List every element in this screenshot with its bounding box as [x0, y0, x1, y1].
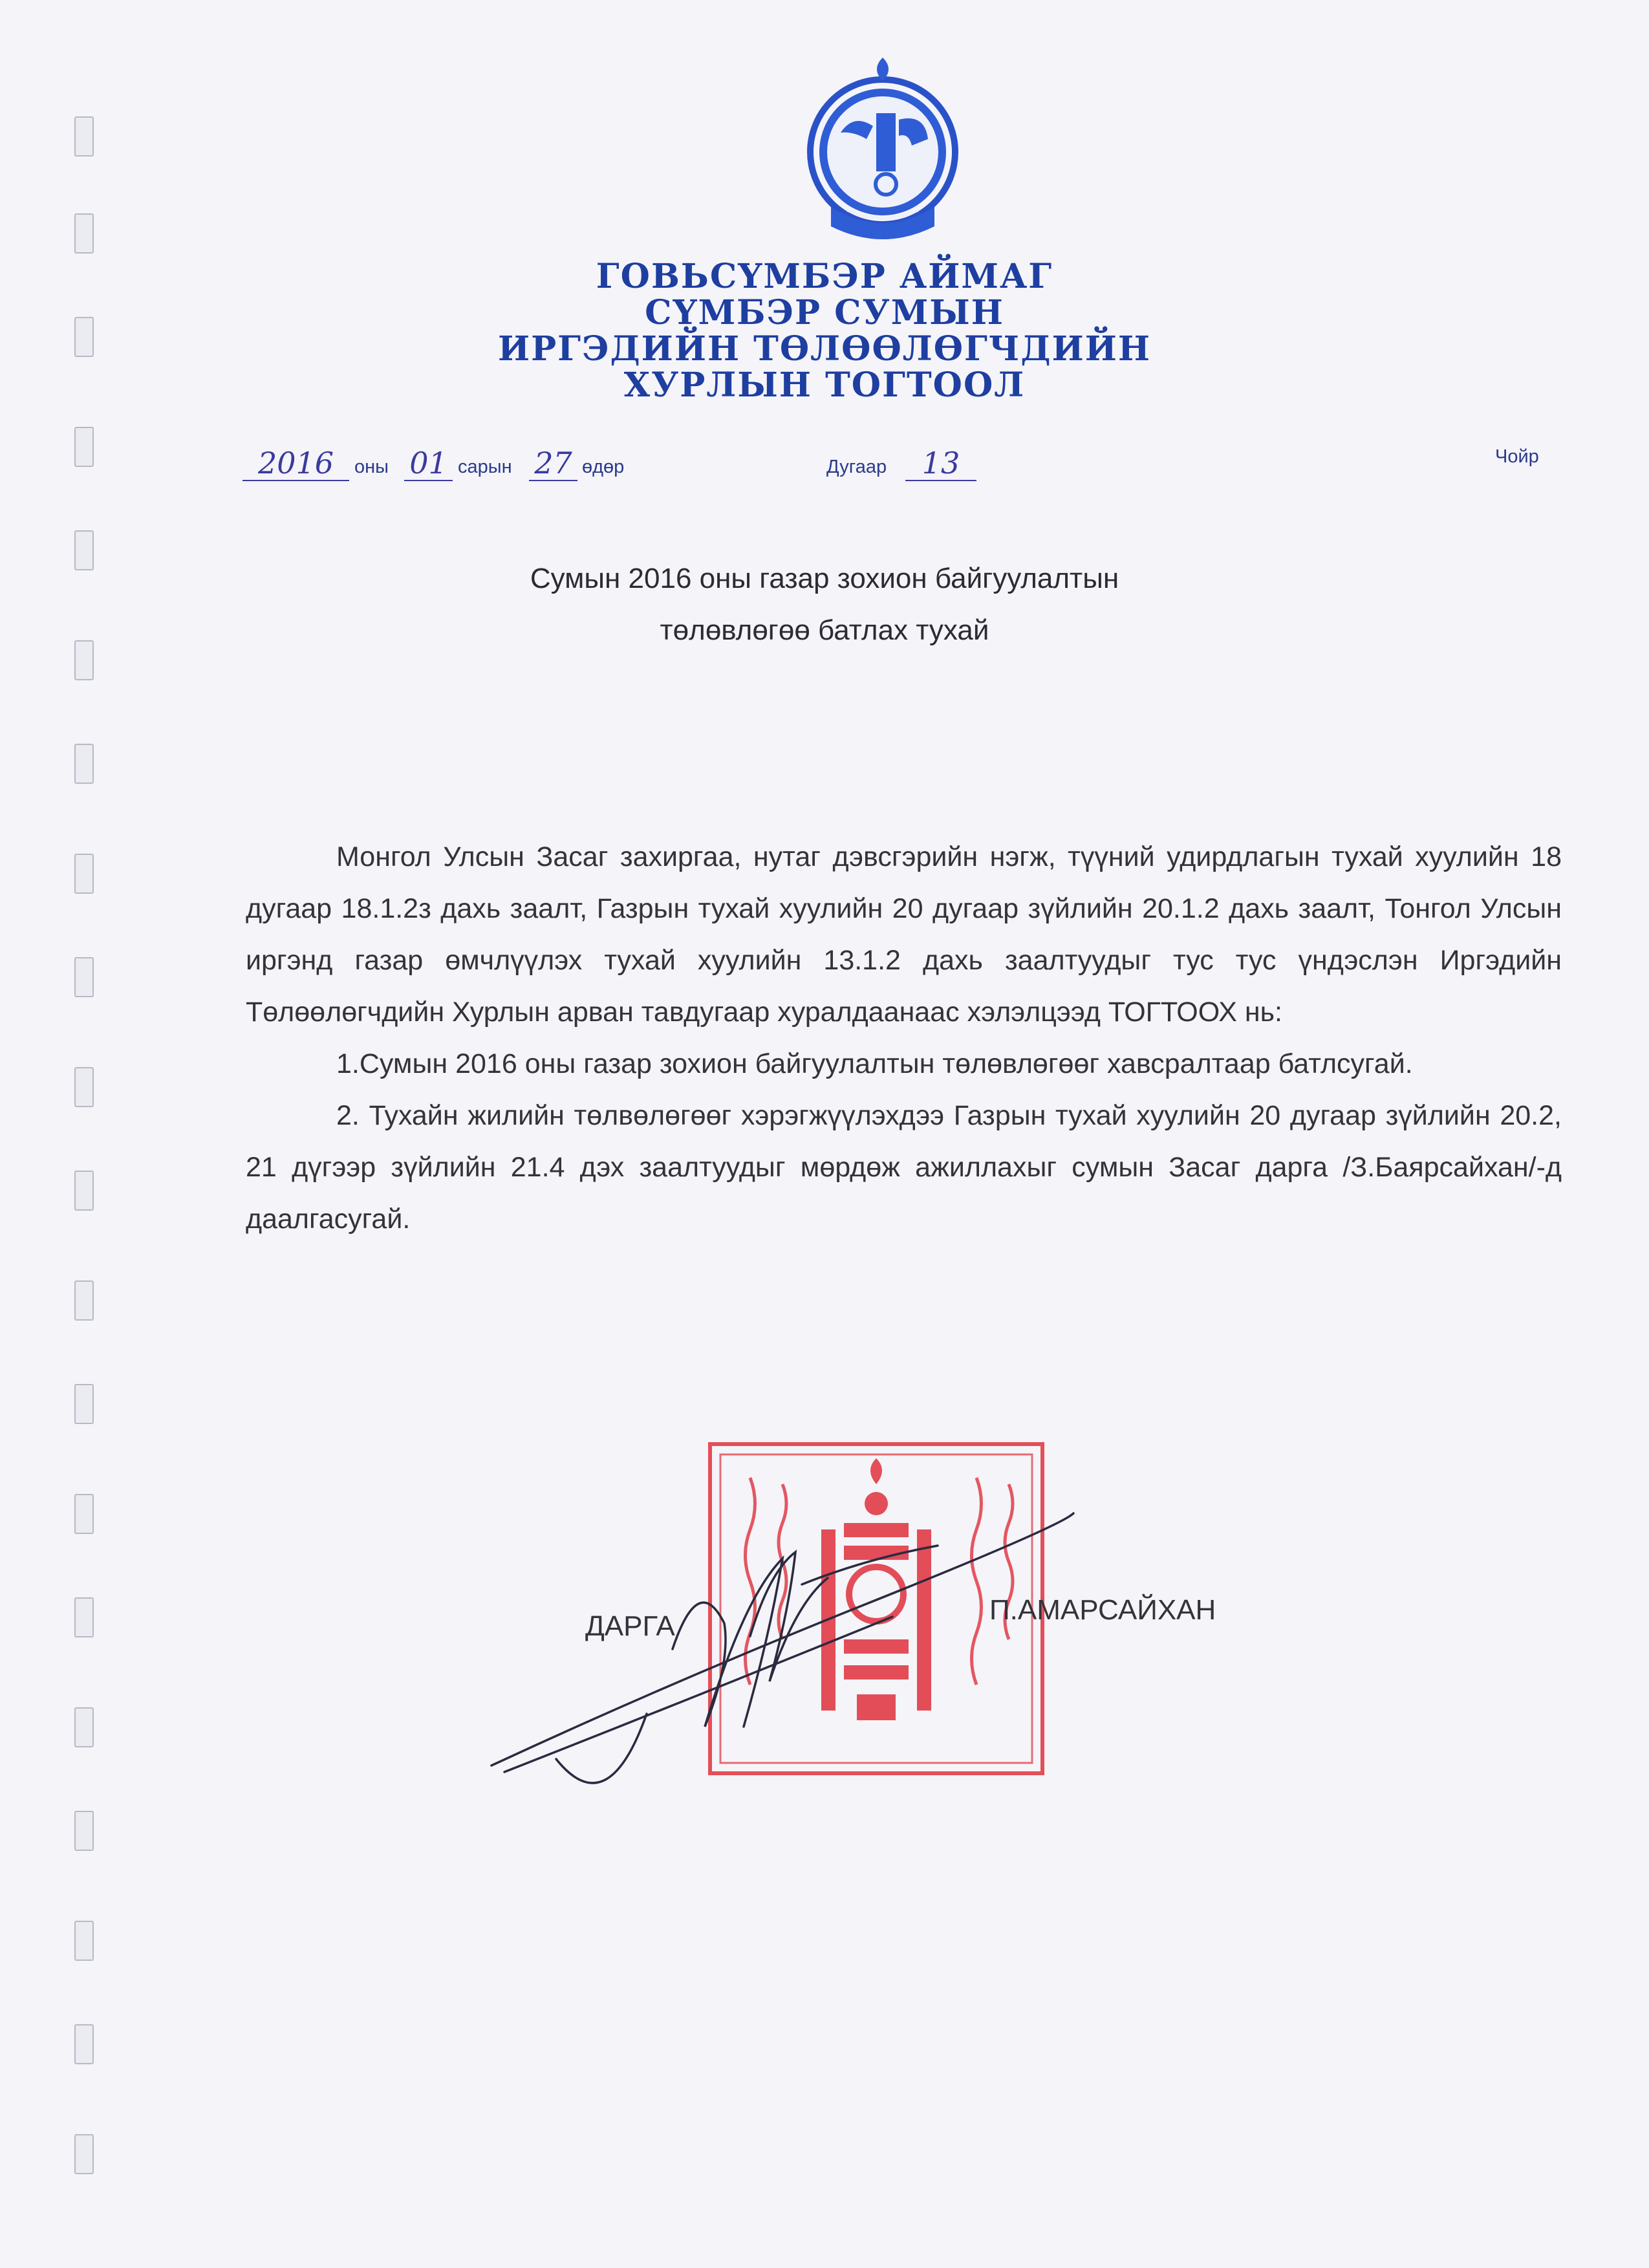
signer-name: П.АМАРСАЙХАН — [989, 1594, 1216, 1626]
number-value: 13 — [905, 446, 976, 481]
resolution-body — [246, 831, 1562, 1245]
binder-hole — [74, 2134, 94, 2174]
header-resolution: ХУРЛЫН ТОГТООЛ — [623, 365, 1026, 405]
binder-holes — [74, 116, 94, 2251]
day-value: 27 — [529, 446, 577, 481]
binder-hole — [74, 1921, 94, 1961]
binder-hole — [74, 213, 94, 254]
title-line-1: Сумын 2016 оны газар зохион байгуулалтын — [530, 563, 1119, 594]
binder-hole — [74, 1384, 94, 1424]
number-label: Дугаар — [826, 457, 887, 477]
binder-hole — [74, 1067, 94, 1107]
binder-hole — [74, 854, 94, 894]
body-item-1: 1.Сумын 2016 оны газар зохион байгуулалтын төлөвлөгөөг хавсралтаар батлсугай. — [336, 1048, 1413, 1079]
month-value: 01 — [404, 446, 453, 481]
binder-hole — [74, 116, 94, 157]
year-value: 2016 — [242, 446, 349, 481]
meta-row — [0, 446, 1649, 485]
body-intro: Монгол Улсын Засаг захиргаа, нутаг дэвсгэрийн нэгж, түүний удирдлагын тухай хуулийн 18 дугаар 18.1.2з дахь заалт, Газрын тухай хуулийн 20 дугаар зүйлийн 20.1.2 дахь заалт, Тонгол Улсын иргэнд газар өмчлүүлэх тухай хуулийн 13.1.2 дахь заалтуудыг тус тус үндэслэн Иргэдийн Төлөөлөгчдийн Хурлын арван тавдугаар хуралдаанаас хэлэлцээд ТОГТООХ нь: — [246, 841, 1562, 1028]
day-label: өдөр — [582, 457, 625, 477]
binder-hole — [74, 1597, 94, 1637]
month-label: сарын — [458, 457, 512, 477]
binder-hole — [74, 1171, 94, 1211]
signer-title: ДАРГА — [585, 1610, 675, 1642]
header-aimag: ГОВЬСҮМБЭР АЙМАГ — [596, 257, 1053, 296]
binder-hole — [74, 957, 94, 997]
handwritten-signature — [479, 1487, 1086, 1824]
header-council: ИРГЭДИЙН ТӨЛӨӨЛӨГЧДИЙН — [497, 329, 1152, 369]
binder-hole — [74, 1494, 94, 1534]
header-sum: СҮМБЭР СУМЫН — [645, 293, 1004, 332]
binder-hole — [74, 1707, 94, 1747]
place-label: Чойр — [1495, 446, 1539, 467]
year-label: оны — [354, 457, 389, 477]
title-line-2: төлөвлөгөө батлах тухай — [660, 614, 989, 646]
body-item-2: 2. Тухайн жилийн төлвөлөгөөг хэрэгжүүлэхдээ Газрын тухай хуулийн 20 дугаар зүйлийн 20.2, 21 дүгээр зүйлийн 21.4 дэх заалтуудыг мөрдөж ажиллахыг сумын Засаг дарга /З.Баярсайхан/-д даалгасугай. — [246, 1100, 1562, 1235]
binder-hole — [74, 1280, 94, 1321]
binder-hole — [74, 2024, 94, 2064]
binder-hole — [74, 1811, 94, 1851]
document-header — [0, 259, 1649, 404]
binder-hole — [74, 744, 94, 784]
state-emblem-icon — [802, 55, 964, 249]
